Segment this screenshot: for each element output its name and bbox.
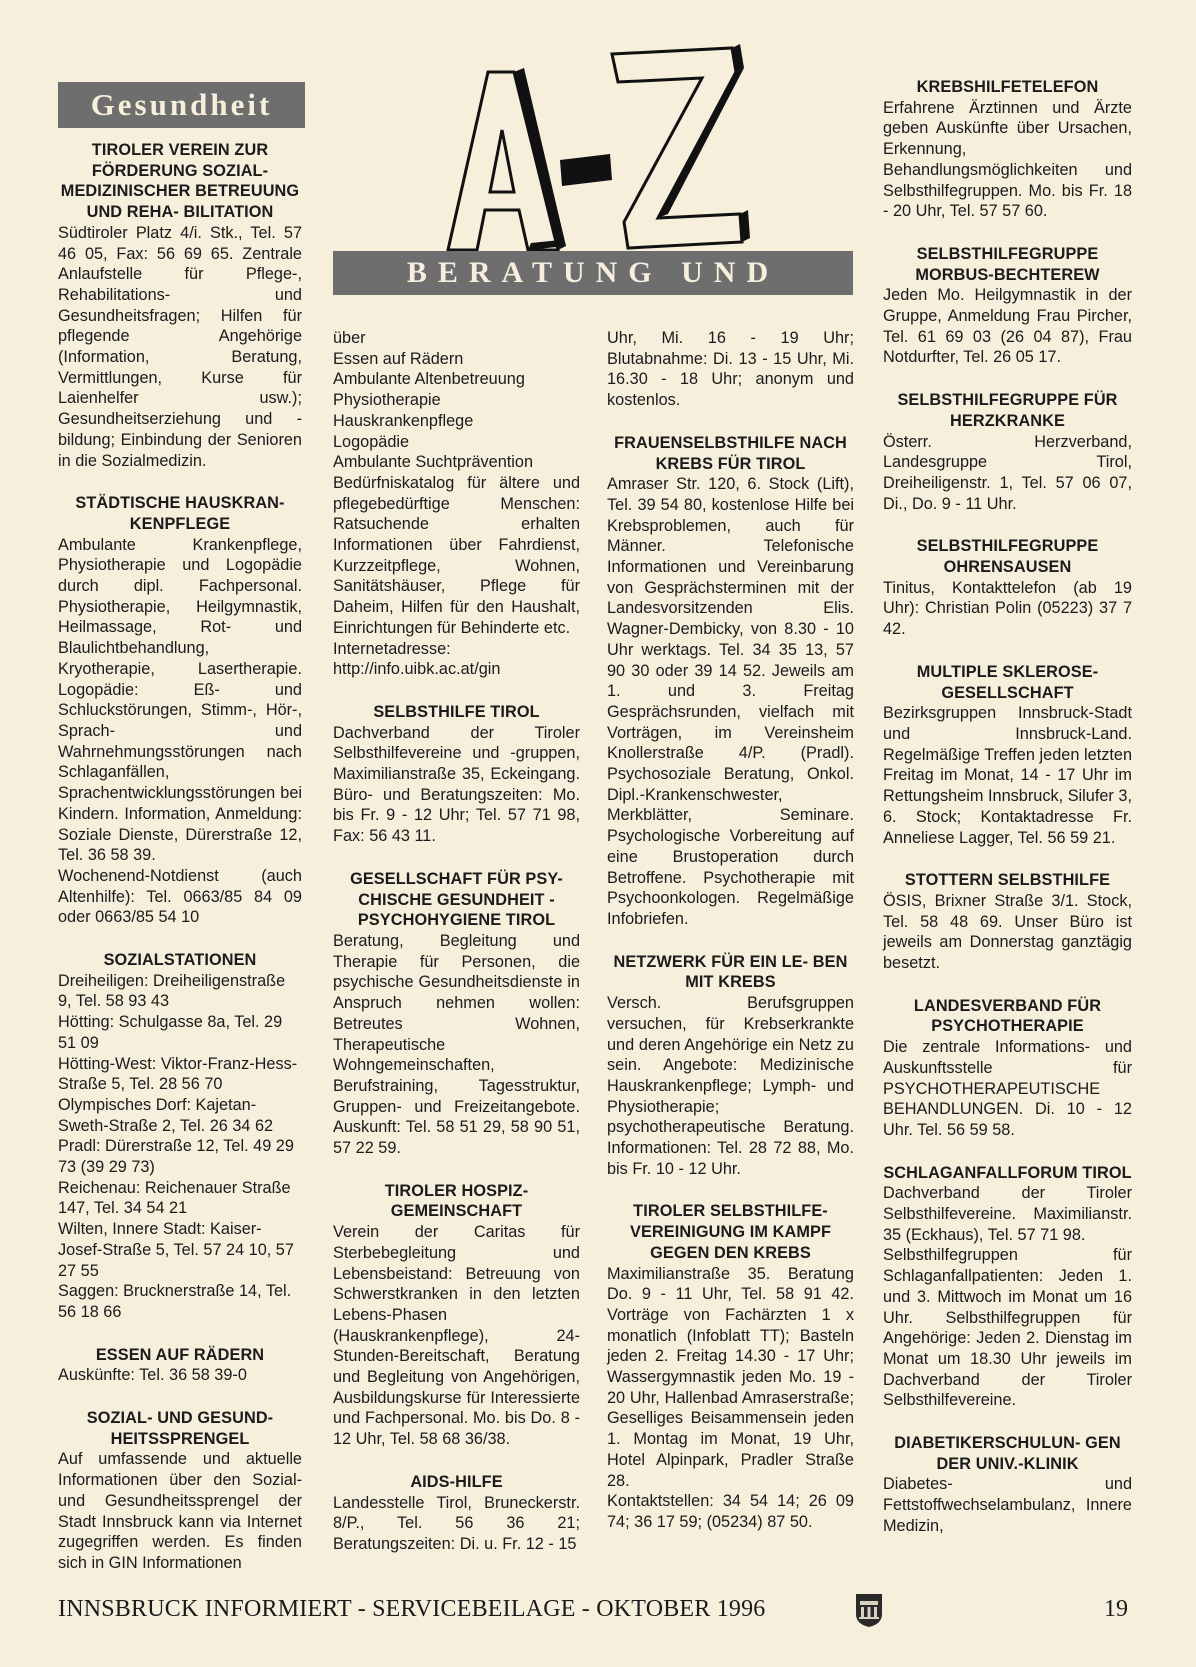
entry [607, 952, 854, 1180]
entry [883, 1433, 1132, 1537]
entry [883, 870, 1132, 974]
entry [607, 328, 854, 411]
entry-body: Ambulante Krankenpflege, Physiotherapie und Logopädie durch dipl. Fachpersonal. Physiotherapie, Heilgymnastik, Heilmassage, Rot- und Blaulichtbehandlung, Kryotherapie, Lasertherapie. Logopädie: Eß- und Schluckstörungen, Stimm-, Hör-, Sprach- und Wahrnehmungsstörungen nach Schlaganfällen, Sprachentwicklungsstörungen bei Kindern. Information, Anmeldung: Soziale Dienste, Dürerstraße 12, Tel. 36 58 39. [58, 535, 302, 865]
entry-line: Physiotherapie [333, 391, 441, 410]
entry-body: Versch. Berufsgruppen versuchen, für Krebserkrankte und deren Angehörige ein Netz zu sein. Angebote: Medizinische Hauskrankenpflege; Lymph- und Physiotherapie; psychotherapeutische Beratung. Informationen: Tel. 28 72 88, Mo. bis Fr. 10 - 12 Uhr. [607, 994, 854, 1178]
entry-line: Ambulante Suchtprävention [333, 453, 534, 472]
entry [333, 1181, 580, 1450]
entry [883, 996, 1132, 1141]
entry-body: Landesstelle Tirol, Bruneckerstr. 8/P., Tel. 56 36 21; Beratungszeiten: Di. u. Fr. 12 - 15 [333, 1493, 580, 1553]
entry [883, 390, 1132, 514]
entry-line: Hötting: Schulgasse 8a, Tel. 29 51 09 [58, 1013, 283, 1052]
entry-body: Selbsthilfegruppen für Schlaganfallpatienten: Jeden 1. und 3. Mittwoch im Monat um 16 Uhr. Selbsthilfegruppen für Angehörige: Jeden 2. Dienstag im Monat um 18.30 Uhr jeweils im Dachverband der Tiroler Selbsthilfevereine. [883, 1246, 1132, 1410]
entry-line: Pradl: Dürerstraße 12, Tel. 49 29 73 (39 29 73) [58, 1137, 294, 1177]
entry-line: Dreiheiligen: Dreiheiligenstraße 9, Tel. 58 93 43 [58, 971, 286, 1011]
entry [883, 662, 1132, 848]
dash [560, 154, 612, 186]
entry-body: Die zentrale Informations- und Auskunftsstelle für PSYCHOTHERAPEUTISCHE BEHANDLUNGEN. Di. 10 - 12 Uhr. Tel. 56 59 58. [883, 1038, 1132, 1139]
entry-title: TIROLER VEREIN ZUR FÖRDERUNG SOZIAL- MEDIZINISCHER BETREUUNG UND REHA- BILITATION [60, 141, 300, 222]
entry-body: Beratung, Begleitung und Therapie für Personen, die psychische Gesundheitsdienste in Anspruch nehmen wollen: Betreutes Wohnen, Therapeutische Wohngemeinschaften, Berufstraining, Tagesstruktur, Gruppen- und Freizeitangebote. Auskunft: Tel. 58 51 29, 58 90 51, 57 22 59. [333, 931, 580, 1158]
column-4 [883, 77, 1132, 1559]
entry-title: SCHLAGANFALLFORUM TIROL [883, 1163, 1132, 1182]
entry-body: Kontaktstellen: 34 54 14; 26 09 74; 36 17 59; (05234) 87 50. [607, 1492, 854, 1531]
entry-line: Wilten, Innere Stadt: Kaiser-Josef-Straße 5, Tel. 57 24 10, 57 27 55 [58, 1220, 294, 1280]
entry-line: Reichenau: Reichenauer Straße 147, Tel. 34 54 21 [58, 1178, 291, 1218]
entry-body: Verein der Caritas für Sterbebegleitung und Lebensbeistand: Betreuung von Schwerstkranken in den letzten Lebens-Phasen (Hauskrankenpflege), 24-Stunden-Bereitschaft, Beratung und Begleitung von Angehörigen, Ausbildungskurse für Interessierte und Fachpersonal. Mo. bis Do. 8 - 12 Uhr, Tel. 58 68 36/38. [333, 1223, 580, 1449]
column-2 [333, 328, 580, 1577]
entry [333, 328, 580, 680]
entry [58, 493, 302, 928]
entry-body: Wochenend-Notdienst (auch Altenhilfe): Tel. 0663/85 84 09 oder 0663/85 54 10 [58, 866, 302, 927]
entry-title: KREBSHILFETELEFON [916, 78, 1099, 96]
entry-body: Uhr, Mi. 16 - 19 Uhr; Blutabnahme: Di. 13 - 15 Uhr, Mi. 16.30 - 18 Uhr; anonym und kostenlos. [607, 329, 854, 410]
entry [883, 77, 1132, 222]
footer-text: INNSBRUCK INFORMIERT - SERVICEBEILAGE - OKTOBER 1996 [58, 1596, 766, 1622]
entry-line: Saggen: Brucknerstraße 14, Tel. 56 18 66 [58, 1282, 292, 1321]
entry-body: Erfahrene Ärztinnen und Ärzte geben Auskünfte über Ursachen, Erkennung, Behandlungsmöglichkeiten und Selbsthilfegruppen. Mo. bis Fr. 18 - 20 Uhr, Tel. 57 57 60. [883, 98, 1132, 221]
entry-title: NETZWERK FÜR EIN LE- BEN MIT KREBS [613, 952, 848, 992]
entry-body: Tinitus, Kontakttelefon (ab 19 Uhr): Christian Polin (05223) 37 7 42. [883, 578, 1132, 639]
entry [58, 1345, 302, 1386]
entry-line: Hauskrankenpflege [333, 411, 474, 430]
section-label: Gesundheit [58, 82, 305, 128]
entry-body: Amraser Str. 120, 6. Stock (Lift), Tel. 39 54 80, kostenlose Hilfe bei Krebsproblemen, auch für Männer. Telefonische Informationen und Vereinbarung von Gesprächsterminen mit der Landesvorsitzenden Elis. Wagner-Dembicky, von 8.30 - 10 Uhr werktags. Tel. 34 35 13, 57 90 30 oder 39 14 52. Jeweils am 1. und 3. Freitag Gesprächsrunden, vielfach mit Vorträgen, im Vereinsheim Knollerstraße 4/P. (Pradl). Psychosoziale Beratung, Onkol. Dipl.-Krankenschwester, Merkblätter, Seminare. Psychologische Vorbereitung auf eine Brustoperation durch Betroffene. Psychotherapie mit Psychoonkologen. Regelmäßige Infobriefen. [607, 475, 854, 928]
column-1 [58, 140, 302, 1596]
entry-line: Olympisches Dorf: Kajetan-Sweth-Straße 2, Tel. 26 34 62 [58, 1095, 274, 1135]
entry-body: Dachverband der Tiroler Selbsthilfevereine. Maximilianstr. 35 (Eckhaus), Tel. 57 71 98. [883, 1184, 1132, 1244]
entry [883, 244, 1132, 368]
entry-body: Bezirksgruppen Innsbruck-Stadt und Innsbruck-Land. Regelmäßige Treffen jeden letzten Freitag im Monat, 14 - 17 Uhr im Rettungsheim Innsbruck, Silufer 3, 6. Stock; Kontaktadresse Fr. Anneliese Lagger, Tel. 56 59 21. [883, 704, 1132, 847]
entry-title: STÄDTISCHE HAUSKRAN- KENPFLEGE [75, 494, 285, 533]
entry-title: TIROLER HOSPIZ- GEMEINSCHAFT [384, 1181, 529, 1221]
entry-line: Ambulante Altenbetreuung [333, 370, 525, 389]
entry [883, 536, 1132, 640]
entry-body: Jeden Mo. Heilgymnastik in der Gruppe, Anmeldung Frau Pircher, Tel. 61 69 03 (26 04 87), Frau Notdurfter, Tel. 26 05 17. [883, 286, 1132, 367]
entry-body: Bedürfniskatalog für ältere und pflegebedürftige Menschen: Ratsuchende erhalten Informationen über Fahrdienst, Kurzzeitpflege, Wohnen, Sanitätshäuser, Pflege für Daheim, Hilfen für den Haushalt, Einrichtungen für Behinderte etc. [333, 473, 580, 637]
entry [607, 1201, 854, 1532]
column-3 [607, 328, 854, 1555]
entry-title: SOZIALSTATIONEN [103, 951, 257, 970]
entry [333, 1472, 580, 1555]
entry-title: FRAUENSELBSTHILFE NACH KREBS FÜR TIROL [614, 433, 847, 473]
entry-title: SELBSTHILFE TIROL [373, 702, 540, 721]
letter-z [612, 44, 750, 248]
entry-body: Dachverband der Tiroler Selbsthilfevereine und -gruppen, Maximilianstraße 35, Eckeingang. Büro- und Beratungszeiten: Mo. bis Fr. 9 - 12 Uhr; Tel. 57 71 98, Fax: 56 43 11. [333, 723, 580, 846]
entry-title: GESELLSCHAFT FÜR PSY- CHISCHE GESUNDHEIT - PSYCHOHYGIENE TIROL [350, 869, 563, 930]
entry-line: Hötting-West: Viktor-Franz-Hess-Straße 5, Tel. 28 56 70 [58, 1054, 298, 1094]
entry-line: über [333, 329, 366, 347]
entry [58, 950, 302, 1323]
entry-title: DIABETIKERSCHULUN- GEN DER UNIV.-KLINIK [894, 1434, 1121, 1473]
entry [607, 433, 854, 930]
entry-title: TIROLER SELBSTHILFE- VEREINIGUNG IM KAMPF GEGEN DEN KREBS [630, 1202, 831, 1262]
entry-title: SELBSTHILFEGRUPPE FÜR HERZKRANKE [897, 391, 1118, 430]
entry-title: SELBSTHILFEGRUPPE OHRENSAUSEN [916, 537, 1099, 577]
entry-title: SOZIAL- UND GESUND- HEITSSPRENGEL [86, 1409, 274, 1448]
entry-body: ÖSIS, Brixner Straße 3/1. Stock, Tel. 58 48 69. Unser Büro ist jeweils am Donnerstag ganztägig besetzt. [883, 891, 1132, 973]
entry [58, 140, 302, 471]
entry-title: STOTTERN SELBSTHILFE [904, 871, 1111, 890]
page-number: 19 [1104, 1596, 1128, 1622]
entry [883, 1163, 1132, 1411]
letter-a [448, 68, 566, 250]
entry-body: Maximilianstraße 35. Beratung Do. 9 - 11 Uhr, Tel. 58 91 42. Vorträge von Fachärzten 1 x monatlich (Infoblatt TT); Basteln jeden 2. Freitag 14.30 - 17 Uhr; Wassergymnastik jeden Mo. 19 - 20 Uhr, Hallenbad Amraserstraße; Geselliges Beisammensein jeden 1. Montag im Monat, 19 Uhr, Hotel Alpinpark, Pradler Straße 28. [607, 1264, 854, 1490]
entry-body: Auf umfassende und aktuelle Informationen über den Sozial- und Gesundheitssprengel der Stadt Innsbruck kann via Internet zugegriffen werden. Es finden sich in GIN Informationen [58, 1450, 302, 1572]
footer [58, 1592, 1128, 1628]
entry-body: Österr. Herzverband, Landesgruppe Tirol, Dreiheiligenstr. 1, Tel. 57 06 07, Di., Do. 9 - 11 Uhr. [883, 432, 1132, 513]
entry-body: Diabetes- und Fettstoffwechselambulanz, Innere Medizin, [883, 1475, 1132, 1535]
entry-line: Essen auf Rädern [333, 349, 464, 368]
entry-title: AIDS-HILFE [410, 1472, 503, 1491]
entry-body: Südtiroler Platz 4/i. Stk., Tel. 57 46 05, Fax: 56 69 65. Zentrale Anlaufstelle für Pflege-, Rehabilitations- und Gesundheitsfragen; Hilfen für pflegende Angehörige (Information, Beratung, Vermittlungen, Kurse für Laienhelfer usw.); Gesundheitserziehung und -bildung; Einbindung der Senioren in die Sozialmedizin. [58, 223, 302, 470]
entry-body: Auskünfte: Tel. 36 58 39-0 [58, 1366, 247, 1385]
entry-body: Internetadresse: http://info.uibk.ac.at/gin [333, 639, 501, 679]
entry-title: SELBSTHILFEGRUPPE MORBUS-BECHTEREW [915, 244, 1100, 284]
a-z-title [440, 42, 750, 257]
entry-title: MULTIPLE SKLEROSE- GESELLSCHAFT [916, 662, 1099, 702]
city-crest-icon [854, 1592, 884, 1628]
entry [333, 702, 580, 847]
entry-line: Logopädie [333, 432, 410, 451]
banner: BERATUNG UND HILFE [333, 251, 853, 295]
entry-title: LANDESVERBAND FÜR PSYCHOTHERAPIE [913, 996, 1102, 1036]
entry [333, 869, 580, 1159]
entry [58, 1408, 302, 1574]
entry-title: ESSEN AUF RÄDERN [95, 1345, 265, 1364]
